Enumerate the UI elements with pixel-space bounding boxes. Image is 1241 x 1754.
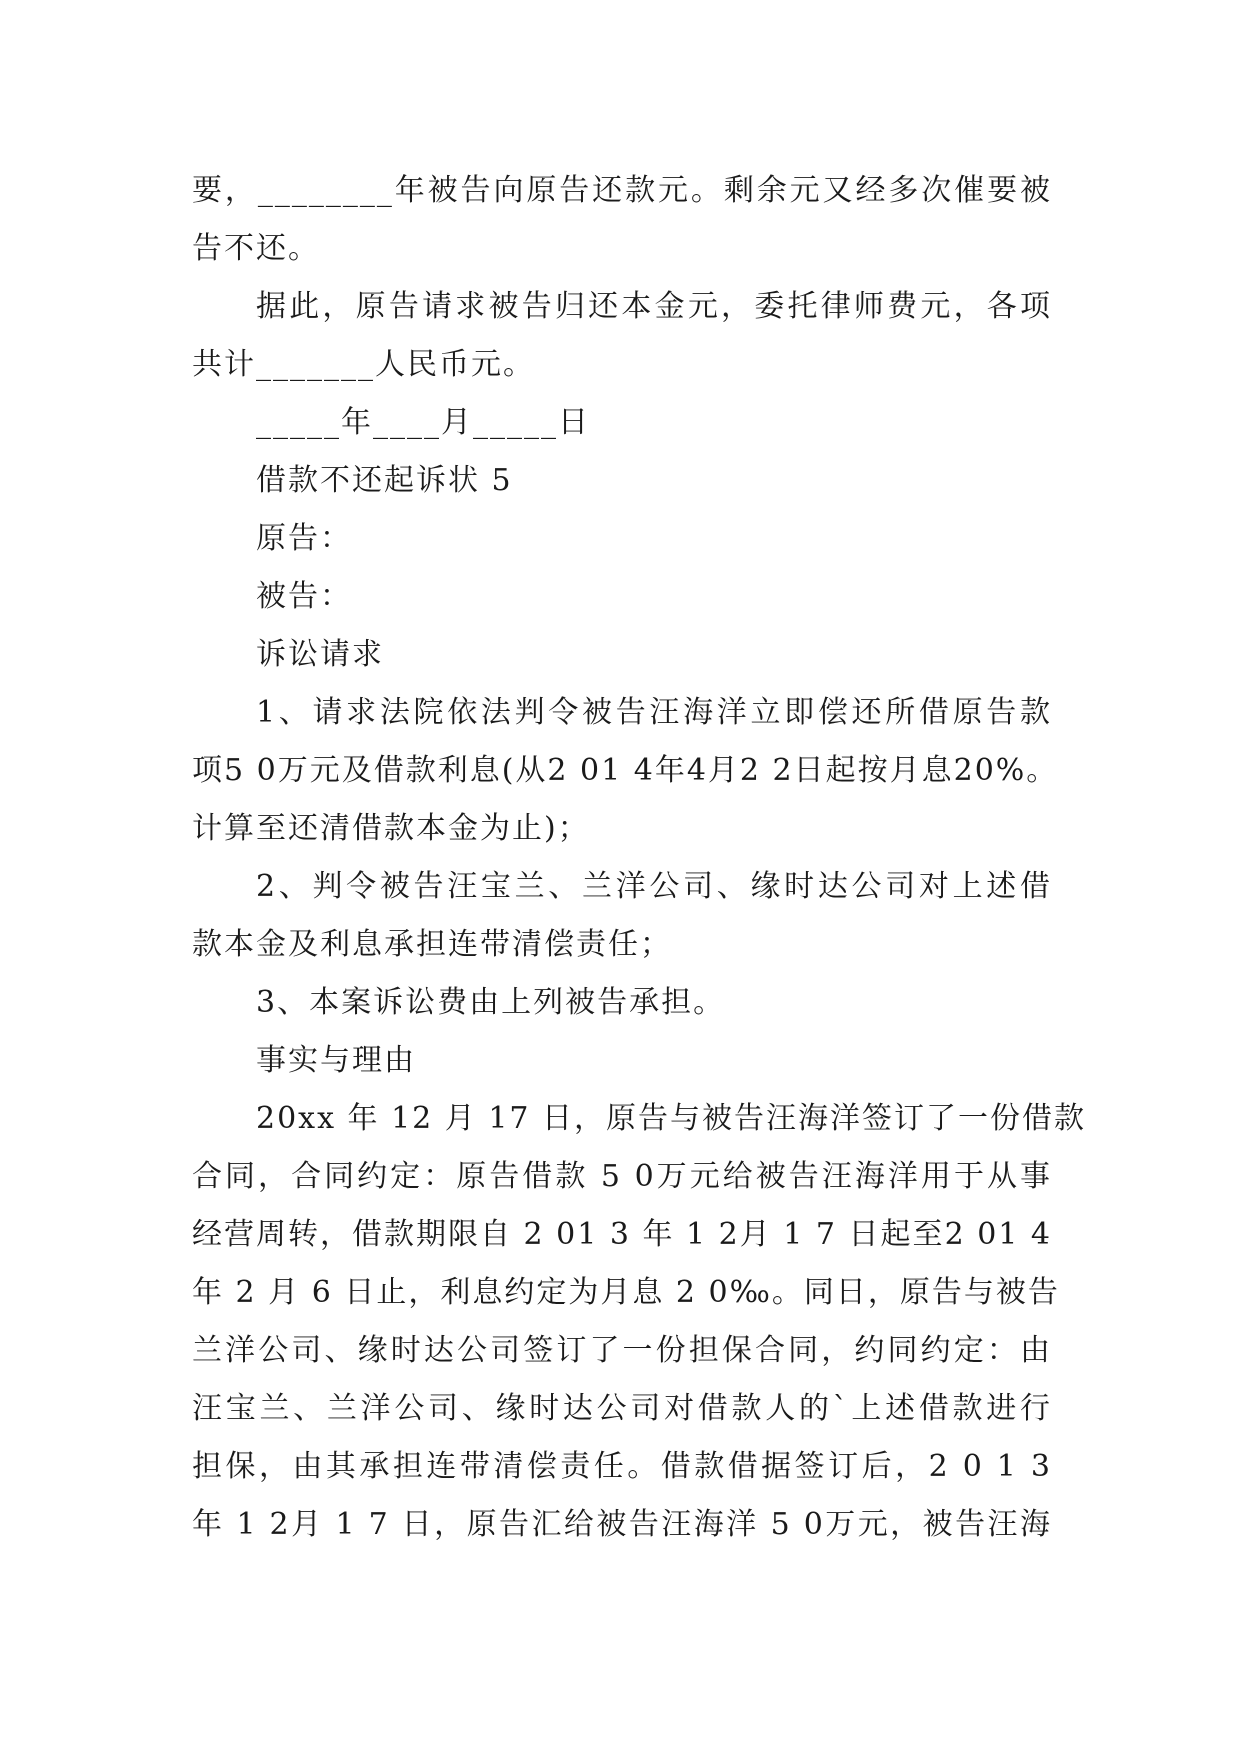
- text-line: 计算至还清借款本金为止)；: [192, 811, 590, 846]
- text-line: 告不还。: [192, 231, 320, 266]
- text-line: 要，________年被告向原告还款元。剩余元又经多次催要被: [192, 173, 1052, 208]
- document-body: [192, 162, 1087, 1554]
- text-line: _____年____月_____日: [256, 405, 590, 440]
- text-line: 年 2 月 6 日止，利息约定为月息 2 0‰。同日，原告与被告: [192, 1275, 1060, 1310]
- text-line: 据此，原告请求被告归还本金元，委托律师费元，各项: [256, 289, 1052, 324]
- text-line: 被告：: [256, 579, 352, 614]
- text-line: 汪宝兰、兰洋公司、缘时达公司对借款人的`上述借款进行: [192, 1391, 1052, 1426]
- text-line: 款本金及利息承担连带清偿责任；: [192, 927, 672, 962]
- text-line: 担保，由其承担连带清偿责任。借款借据签订后，2 0 1 3: [192, 1449, 1052, 1484]
- text-line: 项5 0万元及借款利息(从2 01 4年4月2 2日起按月息20%。: [192, 753, 1059, 788]
- text-line: 诉讼请求: [256, 637, 384, 672]
- text-line: 借款不还起诉状 5: [256, 463, 513, 498]
- text-line: 3、本案诉讼费由上列被告承担。: [256, 985, 726, 1020]
- text-line: 原告：: [256, 521, 352, 556]
- text-line: 经营周转，借款期限自 2 01 3 年 1 2月 1 7 日起至2 01 4: [192, 1217, 1052, 1252]
- text-line: 事实与理由: [256, 1043, 416, 1078]
- text-line: 2、判令被告汪宝兰、兰洋公司、缘时达公司对上述借: [256, 869, 1052, 904]
- text-line: 合同，合同约定：原告借款 5 0万元给被告汪海洋用于从事: [192, 1159, 1052, 1194]
- text-line: 共计_______人民币元。: [192, 347, 535, 382]
- text-line: 年 1 2月 1 7 日，原告汇给被告汪海洋 5 0万元，被告汪海: [192, 1507, 1052, 1542]
- text-line: 兰洋公司、缘时达公司签订了一份担保合同，约同约定：由: [192, 1333, 1052, 1368]
- text-line: 1、请求法院依法判令被告汪海洋立即偿还所借原告款: [256, 695, 1052, 730]
- text-line: 20xx 年 12 月 17 日，原告与被告汪海洋签订了一份借款: [256, 1101, 1087, 1136]
